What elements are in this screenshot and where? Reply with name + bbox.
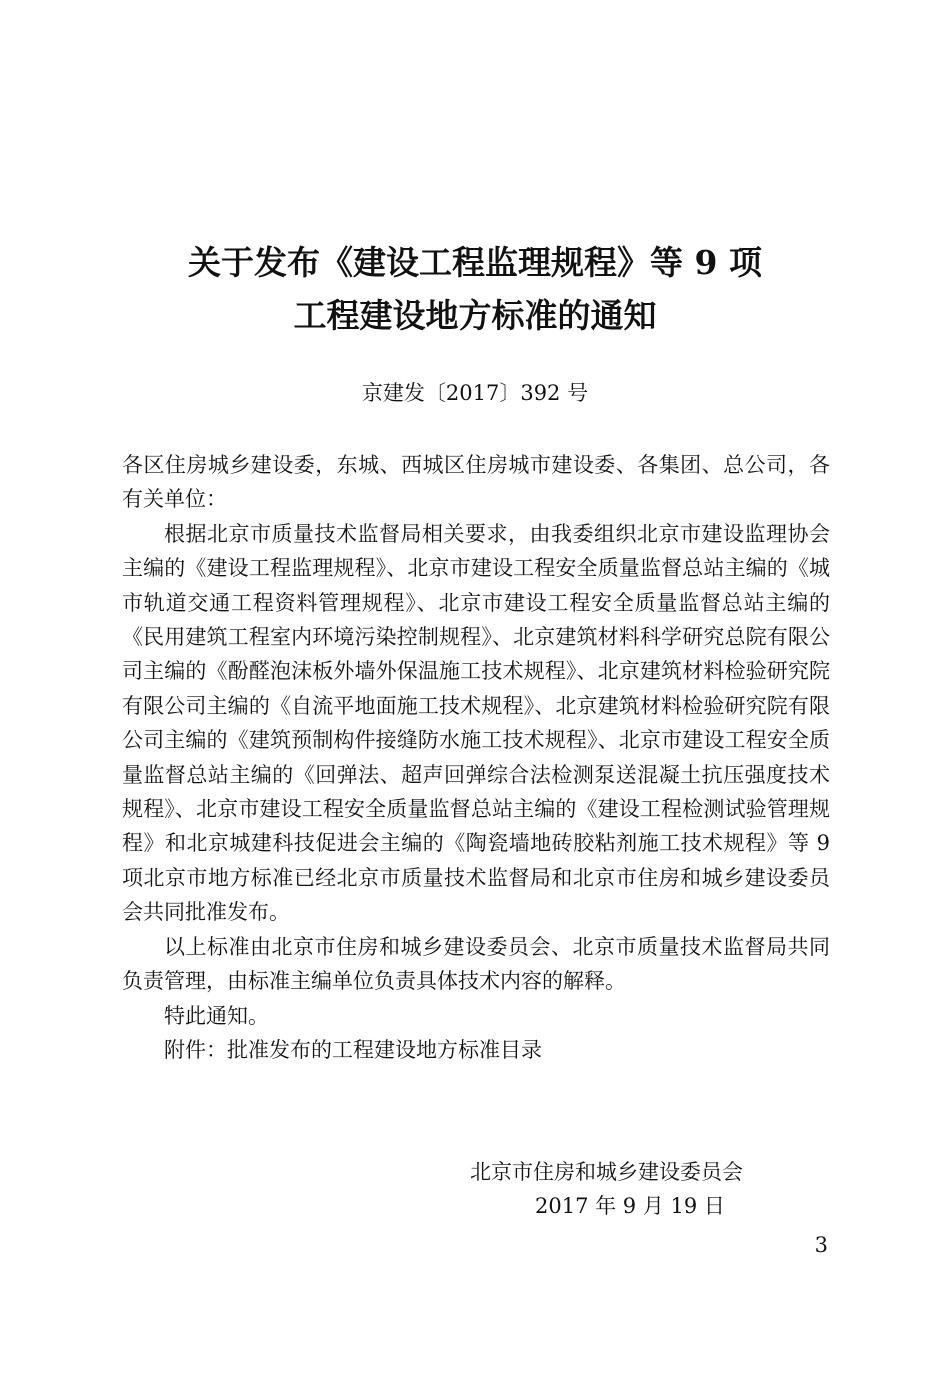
signature-date: 2017 年 9 月 19 日 (535, 1194, 725, 1218)
document-body (122, 448, 830, 1067)
paragraph-attachment: 附件：批准发布的工程建设地方标准目录 (164, 1037, 542, 1062)
signature-block (470, 1155, 800, 1223)
signature-org: 北京市住房和城乡建设委员会 (470, 1160, 743, 1184)
page-number: 3 (814, 1233, 828, 1257)
document-number: 京建发〔2017〕392 号 (361, 381, 589, 405)
paragraph-notice: 特此通知。 (164, 1003, 269, 1028)
paragraph-management: 以上标准由北京市住房和城乡建设委员会、北京市质量技术监督局共同负责管理，由标准主编单位负责具体技术内容的解释。 (122, 934, 830, 994)
document-title-line2: 工程建设地方标准的通知 (293, 296, 657, 335)
addressee: 各区住房城乡建设委，东城、西城区住房城市建设委、各集团、总公司，各有关单位： (122, 453, 830, 512)
paragraph-main: 根据北京市质量技术监督局相关要求，由我委组织北京市建设监理协会主编的《建设工程监理规程》、北京市建设工程安全质量监督总站主编的《城市轨道交通工程资料管理规程》、北京市建设工程安全质量监督总站主编的《民用建筑工程室内环境污染控制规程》、北京建筑材料科学研究总院有限公司主编的《酚醛泡沫板外墙外保温施工技术规程》、北京建筑材料检验研究院有限公司主编的《自流平地面施工技术规程》、北京建筑材料检验研究院有限公司主编的《建筑预制构件接缝防水施工技术规程》、北京市建设工程安全质量监督总站主编的《回弹法、超声回弹综合法检测泵送混凝土抗压强度技术规程》、北京市建设工程安全质量监督总站主编的《建设工程检测试验管理规程》和北京城建科技促进会主编的《陶瓷墙地砖胶粘剂施工技术规程》等 9 项北京市地方标准已经北京市质量技术监督局和北京市住房和城乡建设委员会共同批准发布。 (122, 521, 830, 925)
document-title-line1: 关于发布《建设工程监理规程》等 9 项 (188, 243, 762, 282)
